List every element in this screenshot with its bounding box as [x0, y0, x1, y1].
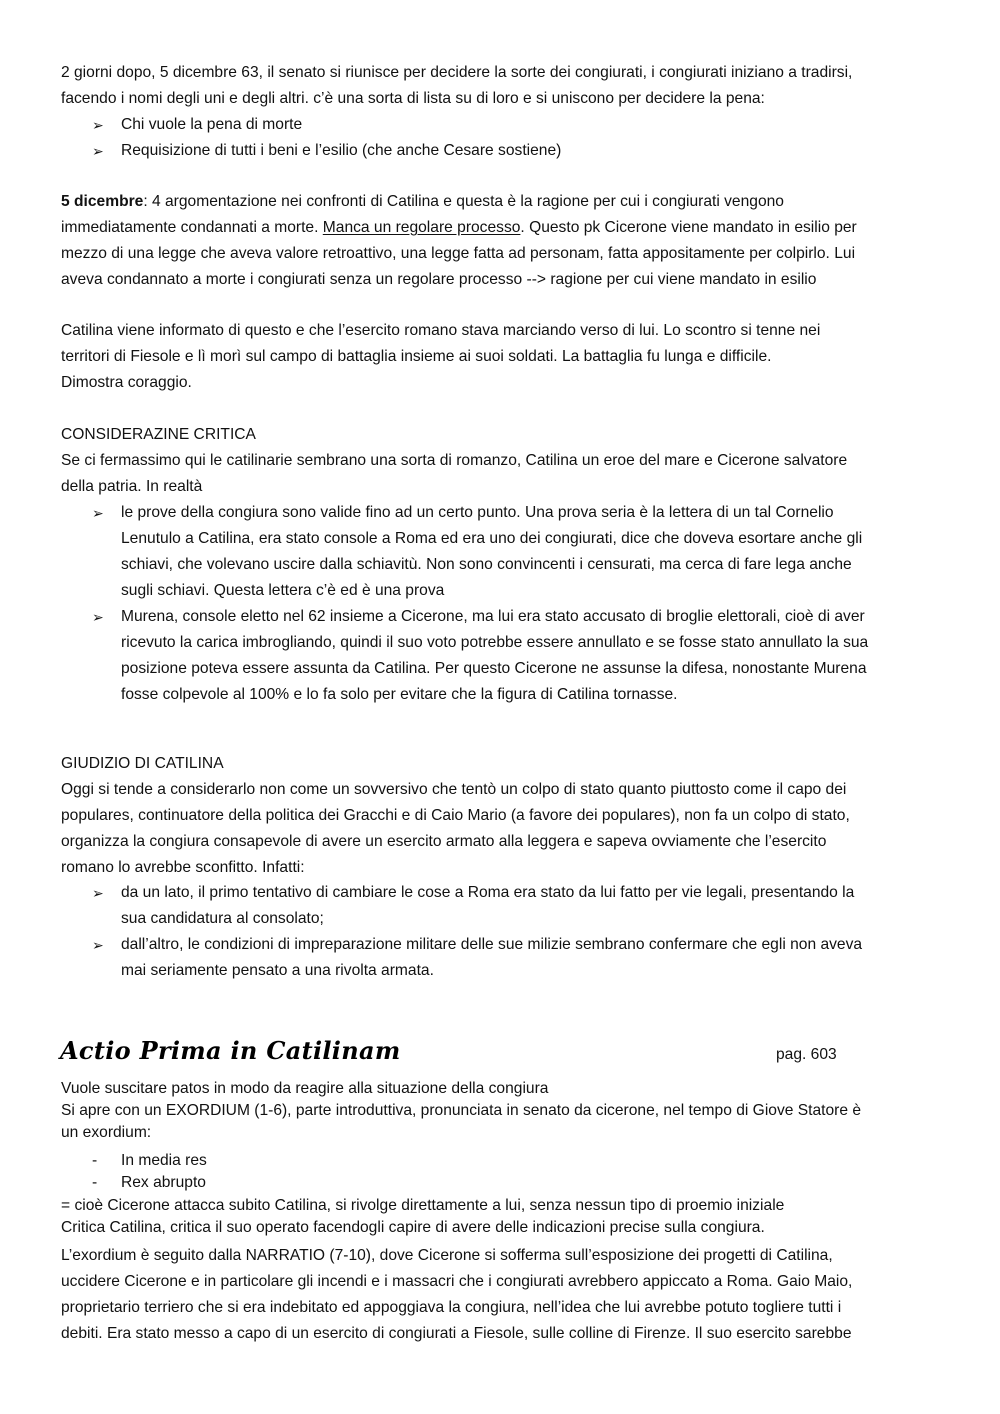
- text-line: debiti. Era stato messo a capo di un esercito di congiurati a Fiesole, sulle colline di Firenze. Il suo esercito sarebbe: [61, 1325, 852, 1342]
- text-line: proprietario terriero che si era indebitato ed appoggiava la congiura, nell’idea che lui avrebbe potuto togliere tutti i: [61, 1299, 842, 1316]
- section-title: CONSIDERAZINE CRITICA: [61, 426, 256, 443]
- text-line: aveva condannato a morte i congiurati senza un regolare processo --> ragione per cui viene mandato in esilio: [61, 271, 817, 288]
- text-line: facendo i nomi degli uni e degli altri. c’è una sorta di lista su di loro e si uniscono per decidere la pena:: [61, 90, 765, 107]
- section-heading-actio: Actio Prima in Catilinam: [60, 1036, 401, 1065]
- bullet-item: [92, 138, 942, 164]
- arrow-bullet-icon: ➢: [92, 609, 104, 625]
- text-line: Oggi si tende a considerarlo non come un sovversivo che tentò un colpo di stato quanto piuttosto come il capo dei: [61, 781, 847, 798]
- bullet-text: le prove della congiura sono valide fino ad un certo punto. Una prova seria è la lettera di un tal Cornelio Lenutulo a Catilina, era stato console a Roma ed era uno dei congiurati, dice che doveva esortare anche gli schiavi, che volevano uscire dalla schiavitù. Non sono convincenti i censurati, ma cerca di fare lega anche sugli schiavi. Questa lettera c’è ed è una prova: [121, 504, 863, 599]
- paragraph-narratio: [61, 1243, 941, 1347]
- paragraph-actio-body: [61, 1195, 941, 1239]
- text-line: Critica Catilina, critica il suo operato facendogli capire di avere delle indicazioni precise sulla congiura.: [61, 1219, 765, 1236]
- bullet-item: [92, 500, 942, 604]
- underlined-phrase: Manca un regolare processo: [322, 219, 521, 236]
- bold-date: 5 dicembre: [61, 193, 144, 210]
- arrow-bullet-icon: ➢: [92, 143, 104, 159]
- arrow-bullet-icon: ➢: [92, 117, 104, 133]
- text-line: Se ci fermassimo qui le catilinarie sembrano una sorta di romanzo, Catilina un eroe del mare e Cicerone salvatore: [61, 452, 848, 469]
- section-critica: [61, 422, 941, 500]
- text-line: Catilina viene informato di questo e che l’esercito romano stava marciando verso di lui. Lo scontro si tenne nei: [61, 322, 821, 339]
- section-giudizio: [61, 751, 941, 881]
- section-title: GIUDIZIO DI CATILINA: [61, 755, 224, 772]
- dash-bullet-icon: -: [92, 1152, 98, 1169]
- dash-item: [92, 1150, 207, 1172]
- paragraph-senate-meeting: [61, 60, 941, 112]
- bullet-text: Murena, console eletto nel 62 insieme a Cicerone, ma lui era stato accusato di broglie elettorali, cioè di aver ricevuto la carica imbrogliando, quindi il suo voto potrebbe essere annullato e se fosse stato annullato la sua posizione poteva essere assunta da Catilina. Per questo Cicerone ne assunse la difesa, nonostante Murena fosse colpevole al 100% e lo fa solo per evitare che la figura di Catilina tornasse.: [121, 608, 869, 703]
- text-line: mezzo di una legge che aveva valore retroattivo, una legge fatta ad personam, fatta appositamente per colpirlo. Lui: [61, 245, 856, 262]
- bullet-text: Chi vuole la pena di morte: [121, 116, 303, 133]
- text-line: L’exordium è seguito dalla NARRATIO (7-10), dove Cicerone si sofferma sull’esposizione dei progetti di Catilina,: [61, 1247, 833, 1264]
- text-line: Dimostra coraggio.: [61, 374, 192, 391]
- arrow-bullet-icon: ➢: [92, 885, 104, 901]
- text-line: populares, continuatore della politica dei Gracchi e di Caio Mario (a favore dei populares), non fa un colpo di stato,: [61, 807, 850, 824]
- text-line: un exordium:: [61, 1124, 152, 1141]
- text-line: romano lo avrebbe sconfitto. Infatti:: [61, 859, 305, 876]
- page-reference: pag. 603: [776, 1046, 837, 1063]
- arrow-bullet-icon: ➢: [92, 505, 104, 521]
- text-line: 5 dicembre: 4 argomentazione nei confronti di Catilina e questa è la ragione per cui i congiurati vengono: [61, 193, 784, 210]
- text-line: territori di Fiesole e lì morì sul campo di battaglia insieme ai suoi soldati. La battaglia fu lunga e difficile.: [61, 348, 772, 365]
- text-line: Si apre con un EXORDIUM (1-6), parte introduttiva, pronunciata in senato da cicerone, nel tempo di Giove Statore è: [61, 1102, 862, 1119]
- bullet-item: [92, 880, 942, 932]
- paragraph-battle: [61, 318, 941, 396]
- bullet-text: dall’altro, le condizioni di impreparazione militare delle sue milizie sembrano confermare che egli non aveva mai seriamente pensato a una rivolta armata.: [121, 936, 863, 979]
- paragraph-actio-intro: [61, 1078, 941, 1144]
- text-line: Vuole suscitare patos in modo da reagire alla situazione della congiura: [61, 1080, 549, 1097]
- text-line: 2 giorni dopo, 5 dicembre 63, il senato si riunisce per decidere la sorte dei congiurati, i congiurati iniziano a tradirsi,: [61, 64, 853, 81]
- dash-bullet-icon: -: [92, 1174, 98, 1191]
- text-line: uccidere Cicerone e in particolare gli incendi e i massacri che i congiurati avrebbero appiccato a Roma. Gaio Maio,: [61, 1273, 853, 1290]
- bullet-text: da un lato, il primo tentativo di cambiare le cose a Roma era stato da lui fatto per vie legali, presentando la sua candidatura al consolato;: [121, 884, 855, 927]
- arrow-bullet-icon: ➢: [92, 937, 104, 953]
- paragraph-5-dicembre: [61, 189, 941, 293]
- bullet-item: [92, 932, 942, 984]
- text-line: della patria. In realtà: [61, 478, 203, 495]
- bullet-item: [92, 112, 942, 138]
- text-line: organizza la congiura consapevole di avere un esercito armato alla leggera e sapeva ovviamente che l’esercito: [61, 833, 827, 850]
- bullet-text: Requisizione di tutti i beni e l’esilio (che anche Cesare sostiene): [121, 142, 562, 159]
- text-line: = cioè Cicerone attacca subito Catilina, si rivolge direttamente a lui, senza nessun tipo di proemio iniziale: [61, 1197, 785, 1214]
- dash-text: In media res: [121, 1152, 207, 1169]
- text-line: immediatamente condannati a morte. Manca un regolare processo. Questo pk Cicerone viene mandato in esilio per: [61, 219, 857, 236]
- dash-item: [92, 1172, 206, 1194]
- dash-text: Rex abrupto: [121, 1174, 206, 1191]
- bullet-item: [92, 604, 942, 708]
